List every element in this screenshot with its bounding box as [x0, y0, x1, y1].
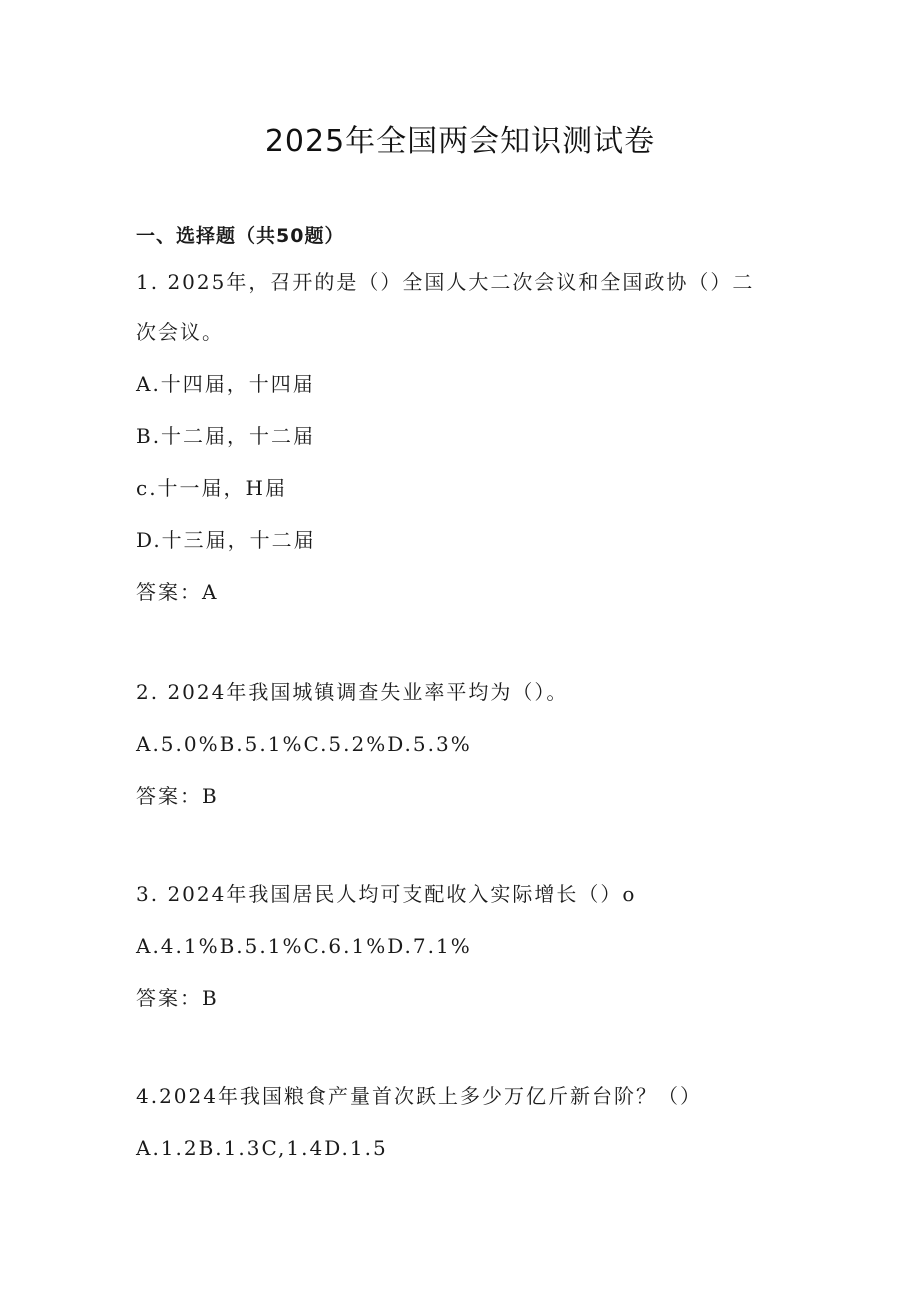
question-1-option-d: D.十三届，十二届 — [136, 528, 316, 552]
question-1-option-a: A.十四届，十四届 — [136, 372, 315, 396]
question-1-stem-line-1: 1. 2025年，召开的是（）全国人大二次会议和全国政协（）二 — [136, 270, 755, 294]
document-title: 2025年全国两会知识测试卷 — [264, 124, 656, 159]
question-1-option-b: B.十二届，十二届 — [136, 424, 316, 448]
question-3-stem: 3. 2024年我国居民人均可支配收入实际增长（）o — [136, 882, 637, 906]
section-heading: 一、选择题（共50题） — [136, 225, 345, 247]
question-4-stem: 4.2024年我国粮食产量首次跃上多少万亿斤新台阶？（） — [136, 1084, 702, 1108]
question-1-answer: 答案：A — [136, 580, 219, 604]
question-3-answer: 答案：B — [136, 986, 219, 1010]
question-2-stem: 2. 2024年我国城镇调查失业率平均为（）。 — [136, 680, 569, 704]
question-3-options: A.4.1%B.5.1%C.6.1%D.7.1% — [136, 934, 472, 958]
question-1-option-c: c.十一届，H届 — [136, 476, 287, 500]
question-1-stem-line-2: 次会议。 — [136, 320, 224, 344]
question-2-answer: 答案：B — [136, 784, 219, 808]
question-2-options: A.5.0%B.5.1%C.5.2%D.5.3% — [136, 732, 472, 756]
question-4-options: A.1.2B.1.3C,1.4D.1.5 — [136, 1136, 388, 1160]
